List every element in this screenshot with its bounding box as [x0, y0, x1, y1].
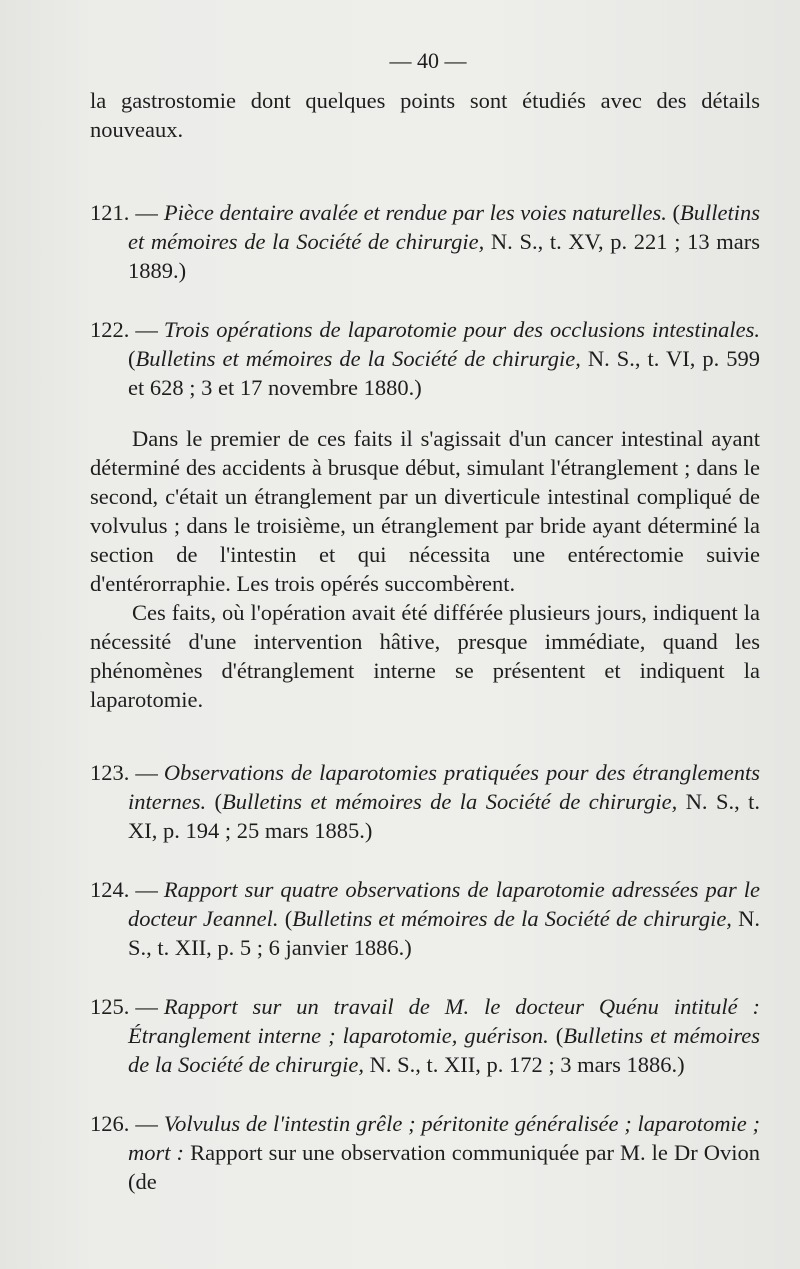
entry-source-ref: N. S., t. XI, p. 194 ; 25 mars 1885.) [128, 789, 761, 843]
entry-source-open: ( [214, 789, 223, 814]
entry-number: 121. [90, 200, 130, 225]
entry-source-journal: Bulletins et mémoires de la Société de chirurgie, [128, 200, 760, 254]
continuation-paragraph: la gastrostomie dont quelques points sont étudiés avec des détails nouveaux. [90, 88, 760, 142]
entry-title: Rapport sur quatre observations de laparotomie adressées par le docteur Jeannel. [128, 877, 760, 931]
bibliography-entry-123 [90, 758, 760, 845]
entry-source-journal: Bulletins et mémoires de la Société de chirurgie, [222, 789, 678, 814]
bibliography-entry-121 [90, 198, 760, 285]
entry-source-journal: Bulletins et mémoires de la Société de chirurgie, [135, 346, 581, 371]
body-paragraph: Ces faits, où l'opération avait été différée plusieurs jours, indiquent la nécessité d'une intervention hâtive, presque immédiate, quand les phénomènes d'étranglement interne se présentent et indiquent la laparotomie. [90, 600, 760, 712]
entry-title: Rapport sur un travail de M. le docteur Quénu intitulé : Étranglement interne ; laparotomie, guérison. [128, 994, 760, 1048]
entry-number: 123. [90, 760, 130, 785]
entry-source-open: ( [672, 200, 680, 225]
entry-source-open: ( [284, 906, 293, 931]
entry-source-ref: N. S., t. XII, p. 172 ; 3 mars 1886.) [369, 1052, 685, 1077]
entry-dash: — [135, 877, 158, 902]
entry-source-ref: N. S., t. XII, p. 5 ; 6 janvier 1886.) [128, 906, 761, 960]
entry-dash: — [135, 760, 158, 785]
entry-source-journal: Bulletins et mémoires de la Société de chirurgie, [128, 1023, 760, 1077]
entry-dash: — [135, 317, 158, 342]
bibliography-entry-122 [90, 315, 760, 402]
bibliography-entry-126 [90, 1109, 760, 1196]
entry-title: Trois opérations de laparotomie pour des occlusions intestinales. [163, 317, 760, 342]
entry-dash: — [135, 200, 158, 225]
page-number: — 40 — [389, 48, 467, 73]
entry-title: Observations de laparotomies pratiquées pour des étranglements internes. [128, 760, 760, 814]
bibliography-entry-124 [90, 875, 760, 962]
entry-number: 126. [90, 1111, 130, 1136]
text-column [90, 86, 760, 1196]
entry-dash: — [135, 1111, 158, 1136]
entry-title: Pièce dentaire avalée et rendue par les voies naturelles. [163, 200, 667, 225]
entry-source-ref: Rapport sur une observation communiquée par M. le Dr Ovion (de [128, 1140, 760, 1194]
entry-dash: — [135, 994, 158, 1019]
entry-number: 122. [90, 317, 130, 342]
entry-number: 125. [90, 994, 130, 1019]
entry-source-open: ( [128, 346, 136, 371]
entry-number: 124. [90, 877, 130, 902]
entry-source-ref: N. S., t. XV, p. 221 ; 13 mars 1889.) [128, 229, 760, 283]
entry-source-journal: Bulletins et mémoires de la Société de chirurgie, [292, 906, 732, 931]
bibliography-entry-125 [90, 992, 760, 1079]
entry-source-ref: N. S., t. VI, p. 599 et 628 ; 3 et 17 novembre 1880.) [128, 346, 761, 400]
entry-source-open: ( [555, 1023, 564, 1048]
entry-title: Volvulus de l'intestin grêle ; péritonite généralisée ; laparotomie ; mort : [128, 1111, 760, 1165]
body-paragraph: Dans le premier de ces faits il s'agissait d'un cancer intestinal ayant déterminé des accidents à brusque début, simulant l'étranglement ; dans le second, c'était un étranglement par un diverticule intestinal compliqué de volvulus ; dans le troisième, un étranglement par bride ayant déterminé la section de l'intestin et qui nécessita une entérectomie suivie d'entérorraphie. Les trois opérés succombèrent. [90, 426, 760, 596]
